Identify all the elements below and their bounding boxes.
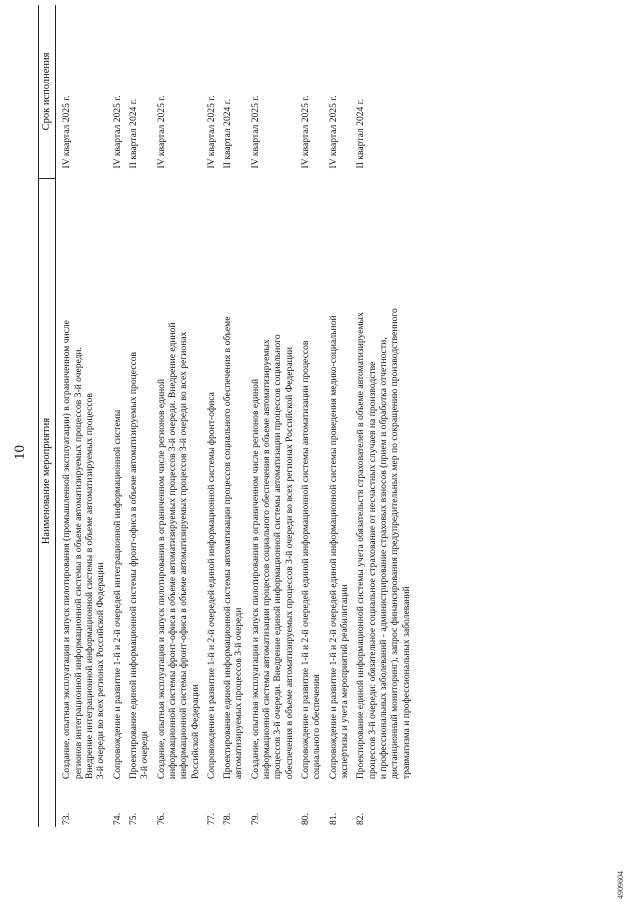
row-number: 73. [61,813,73,825]
table-row [248,5,298,827]
measure-name-line: 3-й очереди во всех регионах Российской Федерации [95,562,107,780]
row-number: 77. [205,813,217,825]
measure-name [248,178,298,783]
measure-name [110,178,126,783]
table-body [56,5,415,827]
deadline: IV квартал 2025 г. [300,95,311,169]
deadline: IV квартал 2025 г. [61,95,73,169]
table-header [39,5,56,827]
deadline: IV квартал 2025 г. [249,95,261,169]
measure-name-line: экспертизы и учета мероприятий реабилитации [338,584,350,780]
row-number: 78. [222,813,234,825]
deadline: IV квартал 2025 г. [327,95,339,169]
measure-name-line: и профессиональных заболеваний - администрирование страховых взносов (прием и обработка отчетности, [377,337,389,780]
measure-name [353,178,415,783]
deadline: II квартал 2024 г. [127,99,139,169]
measure-name [126,178,154,783]
deadline: IV квартал 2025 г. [155,95,167,169]
page-number: 10 [12,445,28,460]
deadline: IV квартал 2025 г. [205,95,217,169]
measure-name [298,178,326,783]
measure-name-line: дистанционный мониторинг), запрос финансирования предупредительных мер по сокращению производственного [389,308,401,780]
measure-name-line: Проектирование единой информационной системы фронт-офиса в объеме автоматизируемых процессов [127,351,139,780]
row-number: 76. [155,813,167,825]
deadline: IV квартал 2025 г. [111,95,123,169]
row-number: 74. [111,813,123,825]
measure-name-line: Проектирование единой информационной системы учета обязательств страхователей в объеме автоматизируемых [355,312,367,780]
measure-name-line: информационной системы фронт-офиса в объеме автоматизируемых процессов 3-й очереди. Внедрение единой [166,322,178,780]
header-term: Срок исполнения [39,5,56,178]
measure-name [204,178,220,783]
measure-name-line: Проектирование единой информационной системы автоматизации процессов социального обеспечения в объеме [222,316,234,780]
row-number: 79. [249,813,261,825]
measure-name-line: обеспечения в объеме автоматизируемых процессов 3-й очереди во всех регионах Российской Федерации [283,347,295,780]
header-number [39,783,56,827]
measure-name-line: Создание, опытная эксплуатация и запуск пилотирования (промышленной эксплуатации) в ограниченном числе [61,320,73,780]
measure-name-line: автоматизируемых процессов 3-й очереди [233,607,245,780]
measure-name [326,178,354,783]
table-row [353,5,415,827]
table-row [298,5,326,827]
document-code: 4909604 [616,871,625,899]
row-number: 82. [355,813,367,825]
measure-name-line: Сопровождение и развитие 1-й и 2-й очередей интеграционной информационной системы [111,409,123,780]
table-row [110,5,126,827]
table-row [220,5,248,827]
measure-name-line: регионов интеграционной информационной системы в объеме автоматизируемых процессов 3-й очереди. [72,346,84,780]
measure-name-line: Сопровождение и развитие 1-й и 2-й очередей единой информационной системы автоматизации процессов [300,340,311,780]
measure-name-line: информационной системы автоматизации процессов социального обеспечения в объеме автоматизируемых [261,339,273,780]
table-row [204,5,220,827]
row-number: 75. [127,813,139,825]
measure-name [154,178,204,783]
deadline: II квартал 2024 г. [222,99,234,169]
table-row [154,5,204,827]
measure-name-line: травматизма и профессиональных заболеваний [400,586,412,780]
measure-name [56,178,110,783]
measure-name-line: Сопровождение и развитие 1-й и 2-й очередей единой информационной системы фронт-офиса [205,392,217,780]
measure-name-line: информационной системы фронт-офиса в объеме автоматизируемых процессов 3-й очереди во всех регионах [178,331,190,780]
measure-name-line: 3-й очереди [139,731,151,780]
row-number: 80. [300,813,311,825]
deadline: II квартал 2024 г. [355,99,367,169]
measure-name-line: процессов 3-й очереди. Внедрение единой информационной системы автоматизации процессов социального [272,334,284,780]
row-number: 81. [327,813,339,825]
measure-name [220,178,248,783]
measure-name-line: Сопровождение и развитие 1-й и 2-й очередей единой информационной системы проведения медико-социальной [327,315,339,780]
table-row [326,5,354,827]
measure-name-line: Создание, опытная эксплуатация и запуск пилотирования в ограниченном числе регионов единой [155,378,167,780]
measure-name-line: Создание, опытная эксплуатация и запуск пилотирования в ограниченном числе регионов единой [249,378,261,780]
measure-name-line: социального обеспечения [311,674,323,780]
header-name: Наименование мероприятия [39,178,56,783]
measures-table [38,5,415,827]
table-row [56,5,110,827]
table-row [126,5,154,827]
measure-name-line: процессов 3-й очереди: обязательное социальное страхование от несчастных случаев на производстве [366,361,378,780]
measure-name-line: Российской Федерации [189,684,201,780]
measure-name-line: Внедрение интеграционной информационной системы в объеме автоматизируемых процессов [84,393,95,780]
